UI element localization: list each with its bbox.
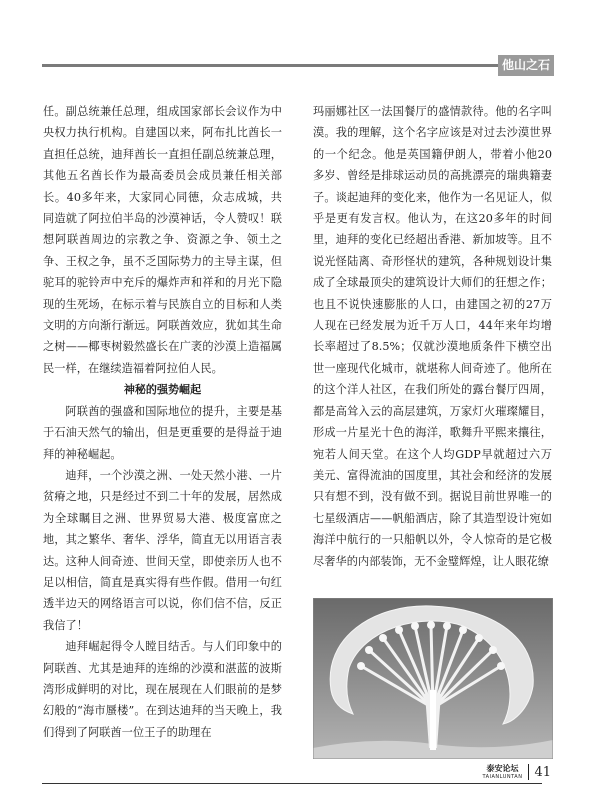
- left-paragraph-2: 阿联酋的强盛和国际地位的提升，主要是基于石油天然气的输出，但是更重要的是得益于迪拜的神秘崛起。: [43, 404, 282, 461]
- page-footer: [482, 760, 551, 784]
- right-column: [313, 101, 552, 572]
- header-rule: [42, 64, 542, 67]
- left-paragraph-3: 迪拜，一个沙漠之洲、一处天然小港、一片贫瘠之地，只是经过不到二十年的发展，居然成为全球瞩目之洲、世界贸易大港、极度富庶之地，其之繁华、奢华、浮华，简直无以用语言表达。这种人间奇迹、世间天堂，即使亲历人也不足以相信，简直是真实得有些作假。借用一句红透半边天的网络语言可以说，你们信不信，反正我信了！: [43, 468, 282, 632]
- magazine-name: 泰安论坛: [486, 763, 519, 773]
- left-column: [43, 101, 282, 743]
- page-number: 41: [534, 764, 551, 780]
- palm-island-aerial-photo: [313, 598, 553, 759]
- magazine-name-latin: TAIANLUNTAN: [482, 773, 523, 780]
- section-heading: 神秘的强势崛起: [123, 383, 202, 397]
- magazine-logo: [482, 764, 522, 781]
- right-paragraph-1: 玛丽娜社区一法国餐厅的盛情款待。他的名字叫漠。我的理解，这个名字应该是对过去沙漠世界的一个纪念。他是英国籍伊朗人，带着小他20多岁、曾经是排球运动员的高挑漂亮的瑞典籍妻子。谈起迪拜的变化来，他作为一名见证人，似乎是更有发言权。他认为，在这20多年的时间里，迪拜的变化已经超出香港、新加坡等。且不说光怪陆离、奇形怪状的建筑，各种规划设计集成了全球最顶尖的建筑设计大师们的狂想之作；也且不说快速膨胀的人口，由建国之初的27万人现在已经发展为近千万人口，44年来年均增长率超过了8.5%；仅就沙漠地质条件下横空出世一座现代化城市，就堪称人间奇迹了。他所在的这个洋人社区，在我们所处的露台餐厅四周，都是高耸入云的高层建筑，万家灯火璀璨耀目，形成一片星光十色的海洋，歌舞升平熙来攘往，宛若人间天堂。在这个人均GDP早就超过六万美元、富得流油的国度里，其社会和经济的发展只有想不到，没有做不到。据说目前世界唯一的七星级酒店——帆船酒店，除了其造型设计宛如海洋中航行的一只船帆以外，令人惊奇的是它极尽奢华的内部装饰，无不金璧辉煌，让人眼花缭: [313, 105, 552, 568]
- left-paragraph-1: 任。副总统兼任总理，组成国家部长会议作为中央权力执行机构。自建国以来，阿布扎比酋长一直担任总统，迪拜酋长一直担任副总统兼总理，其他五名酋长作为最高委员会成员兼任相关部长。40多年来，大家同心同德，众志成城，共同造就了阿拉伯半岛的沙漠神话，令人赞叹！联想阿联酋周边的宗教之争、资源之争、领土之争、王权之争，虽不乏国际势力的主导主谋，但驼耳的驼铃声中充斥的爆炸声和祥和的月光下隐现的生死场，在标示着与民族自立的目标和人类文明的方向渐行渐远。阿联酋效应，犹如其生命之树——椰枣树毅然盛长在广袤的沙漠上造福属民一样，在继续造福着阿拉伯人民。: [43, 105, 282, 375]
- footer-rule: [42, 783, 542, 784]
- section-tag: 他山之石: [498, 55, 554, 76]
- left-paragraph-4: 迪拜崛起得令人瞠目结舌。与人们印象中的阿联酋、尤其是迪拜的连绵的沙漠和湛蓝的波斯湾形成鲜明的对比，现在展现在人们眼前的是梦幻般的“海市蜃楼”。在到达迪拜的当天晚上，我们得到了阿联酋一位王子的助理在: [43, 640, 282, 739]
- footer-divider: [528, 764, 529, 780]
